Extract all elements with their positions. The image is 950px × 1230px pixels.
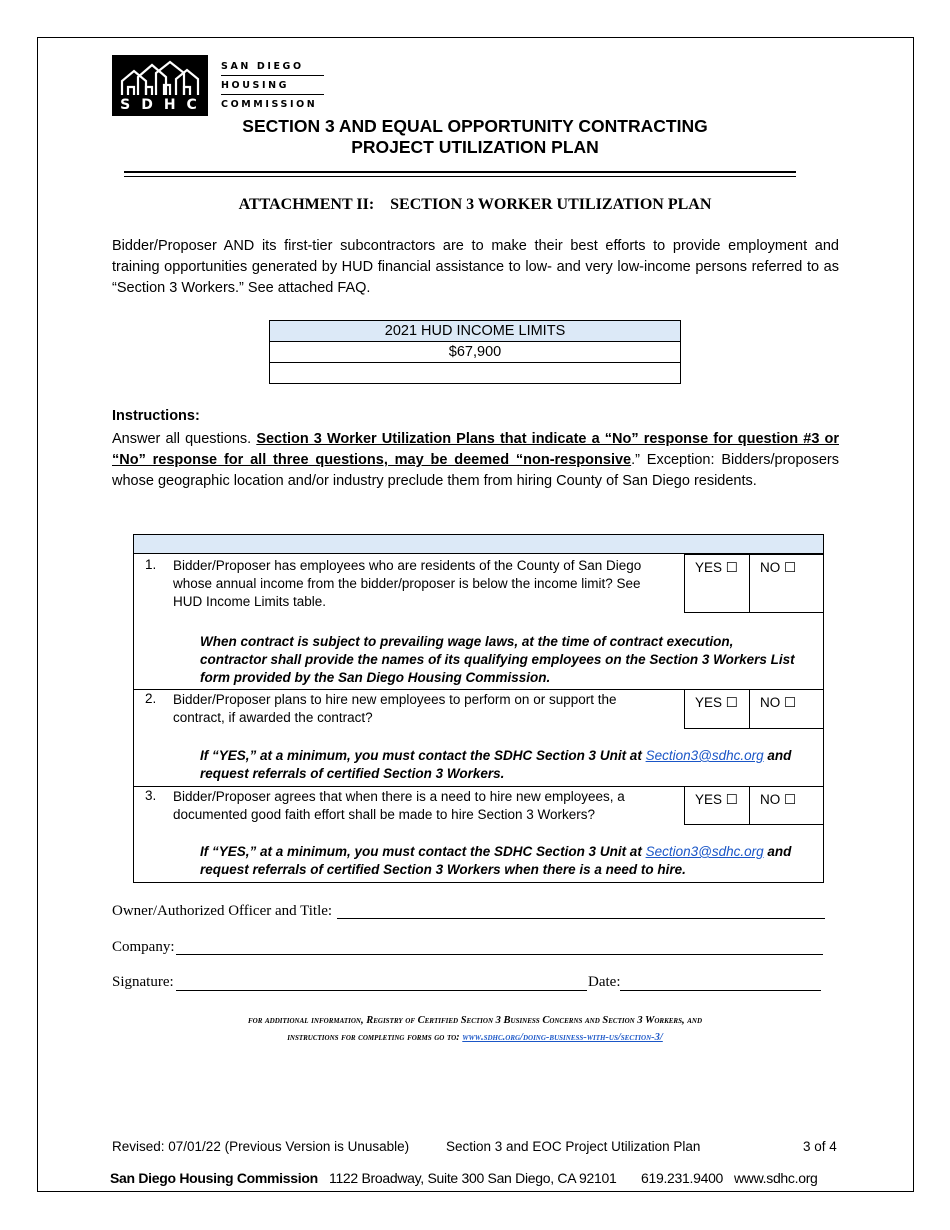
document-name: Section 3 and EOC Project Utilization Plan — [446, 1139, 701, 1154]
footer-org-name: San Diego Housing Commission — [110, 1170, 318, 1186]
question-2-text: Bidder/Proposer plans to hire new employees to perform on or support the contract, if awarded the contract? — [173, 692, 617, 725]
title-divider-thin — [124, 176, 796, 177]
instructions-heading: Instructions: — [112, 408, 200, 424]
section3-web-link[interactable]: www.sdhc.org/doing-business-with-us/section-3/ — [462, 1032, 663, 1043]
logo-abbreviation: SDHC — [120, 97, 208, 113]
attachment-title: ATTACHMENT II: SECTION 3 WORKER UTILIZATION PLAN — [238, 196, 712, 213]
page-title — [100, 116, 850, 158]
question-1-note: When contract is subject to prevailing wage laws, at the time of contract execution, contractor shall provide the names of its qualifying employees on the Section 3 Workers List form provided by the San Diego Housing Commission. — [200, 634, 795, 685]
question-2-number: 2. — [145, 691, 157, 706]
additional-info-line-1: for additional information, Registry of Certified Section 3 Business Concerns and Section 3 Workers, and — [247, 1015, 703, 1026]
section3-email-link[interactable]: Section3@sdhc.org — [645, 748, 764, 763]
question-2-no-checkbox[interactable]: NO ☐ — [749, 689, 824, 729]
question-2-note — [200, 747, 800, 783]
income-table-blank — [270, 363, 681, 384]
page-number: 3 of 4 — [803, 1139, 837, 1154]
question-2-note-post: and request referrals of certified Section 3 Workers. — [200, 748, 792, 781]
title-line-2: PROJECT UTILIZATION PLAN — [351, 137, 599, 157]
title-divider-thick — [124, 171, 796, 173]
instructions-tail: .” Exception: Bidders/proposers whose geographic location and/or industry preclude them from hiring County of San Diego residents. — [112, 452, 839, 489]
question-3-text: Bidder/Proposer agrees that when there is a need to hire new employees, a documented good faith effort shall be made to hire Section 3 Workers? — [173, 789, 625, 822]
owner-title-label: Owner/Authorized Officer and Title: — [112, 903, 333, 919]
instructions-lead: Answer all questions. — [112, 431, 257, 447]
owner-title-field[interactable] — [337, 903, 825, 919]
question-1-text: Bidder/Proposer has employees who are residents of the County of San Diego whose annual income from the bidder/proposer is below the income limit? See HUD Income Limits table. — [173, 558, 642, 609]
signature-field[interactable] — [176, 974, 587, 991]
income-table-value: $67,900 — [270, 342, 681, 363]
question-3-note — [200, 843, 800, 879]
title-line-1: SECTION 3 AND EQUAL OPPORTUNITY CONTRACTING — [242, 116, 708, 136]
question-3-number: 3. — [145, 788, 157, 803]
revision-note: Revised: 07/01/22 (Previous Version is Unusable) — [112, 1139, 410, 1154]
footer-website: www.sdhc.org — [734, 1170, 818, 1186]
intro-paragraph: Bidder/Proposer AND its first-tier subcontractors are to make their best efforts to provide employment and training opportunities generated by HUD financial assistance to low- and very low-income persons referred to as “Section 3 Workers.” See attached FAQ. — [112, 238, 839, 296]
logo-line-1: SAN DIEGO — [221, 57, 324, 76]
logo-line-2: HOUSING — [221, 76, 324, 95]
income-table-header: 2021 HUD INCOME LIMITS — [270, 321, 681, 342]
footer-address: 1122 Broadway, Suite 300 San Diego, CA 92101 — [329, 1170, 617, 1186]
question-3-no-checkbox[interactable]: NO ☐ — [749, 786, 824, 825]
question-3-note-post: and request referrals of certified Section 3 Workers when there is a need to hire. — [200, 844, 792, 877]
instructions-text — [112, 429, 839, 492]
date-label: Date: — [588, 974, 621, 990]
question-2-yes-checkbox[interactable]: YES ☐ — [684, 689, 750, 729]
question-1-yes-checkbox[interactable]: YES ☐ — [684, 554, 750, 613]
date-field[interactable] — [620, 974, 821, 991]
logo-wordmark — [221, 57, 324, 113]
question-1-no-checkbox[interactable]: NO ☐ — [749, 554, 824, 613]
logo-line-3: COMMISSION — [221, 99, 318, 110]
question-3-yes-checkbox[interactable]: YES ☐ — [684, 786, 750, 825]
sdhc-logo — [112, 55, 208, 116]
question-1-number: 1. — [145, 557, 157, 572]
questions-table-header — [134, 535, 823, 554]
instructions-emphasis: Section 3 Worker Utilization Plans that indicate a “No” response for question #3 or “No” response for all three questions, may be deemed “non-responsive — [112, 431, 839, 468]
signature-label: Signature: — [112, 974, 174, 990]
company-label: Company: — [112, 939, 175, 955]
section3-email-link[interactable]: Section3@sdhc.org — [645, 844, 764, 859]
additional-info-note — [100, 1012, 850, 1046]
company-field[interactable] — [176, 939, 823, 955]
additional-info-line-2-text: instructions for completing forms go to: — [287, 1032, 463, 1043]
footer-phone: 619.231.9400 — [641, 1170, 724, 1186]
additional-info-line-2 — [100, 1029, 850, 1046]
income-limits-table — [269, 320, 681, 384]
houses-logo-icon — [120, 59, 200, 97]
question-2-note-pre: If “YES,” at a minimum, you must contact the SDHC Section 3 Unit at — [200, 748, 646, 763]
question-3-note-pre: If “YES,” at a minimum, you must contact the SDHC Section 3 Unit at — [200, 844, 646, 859]
